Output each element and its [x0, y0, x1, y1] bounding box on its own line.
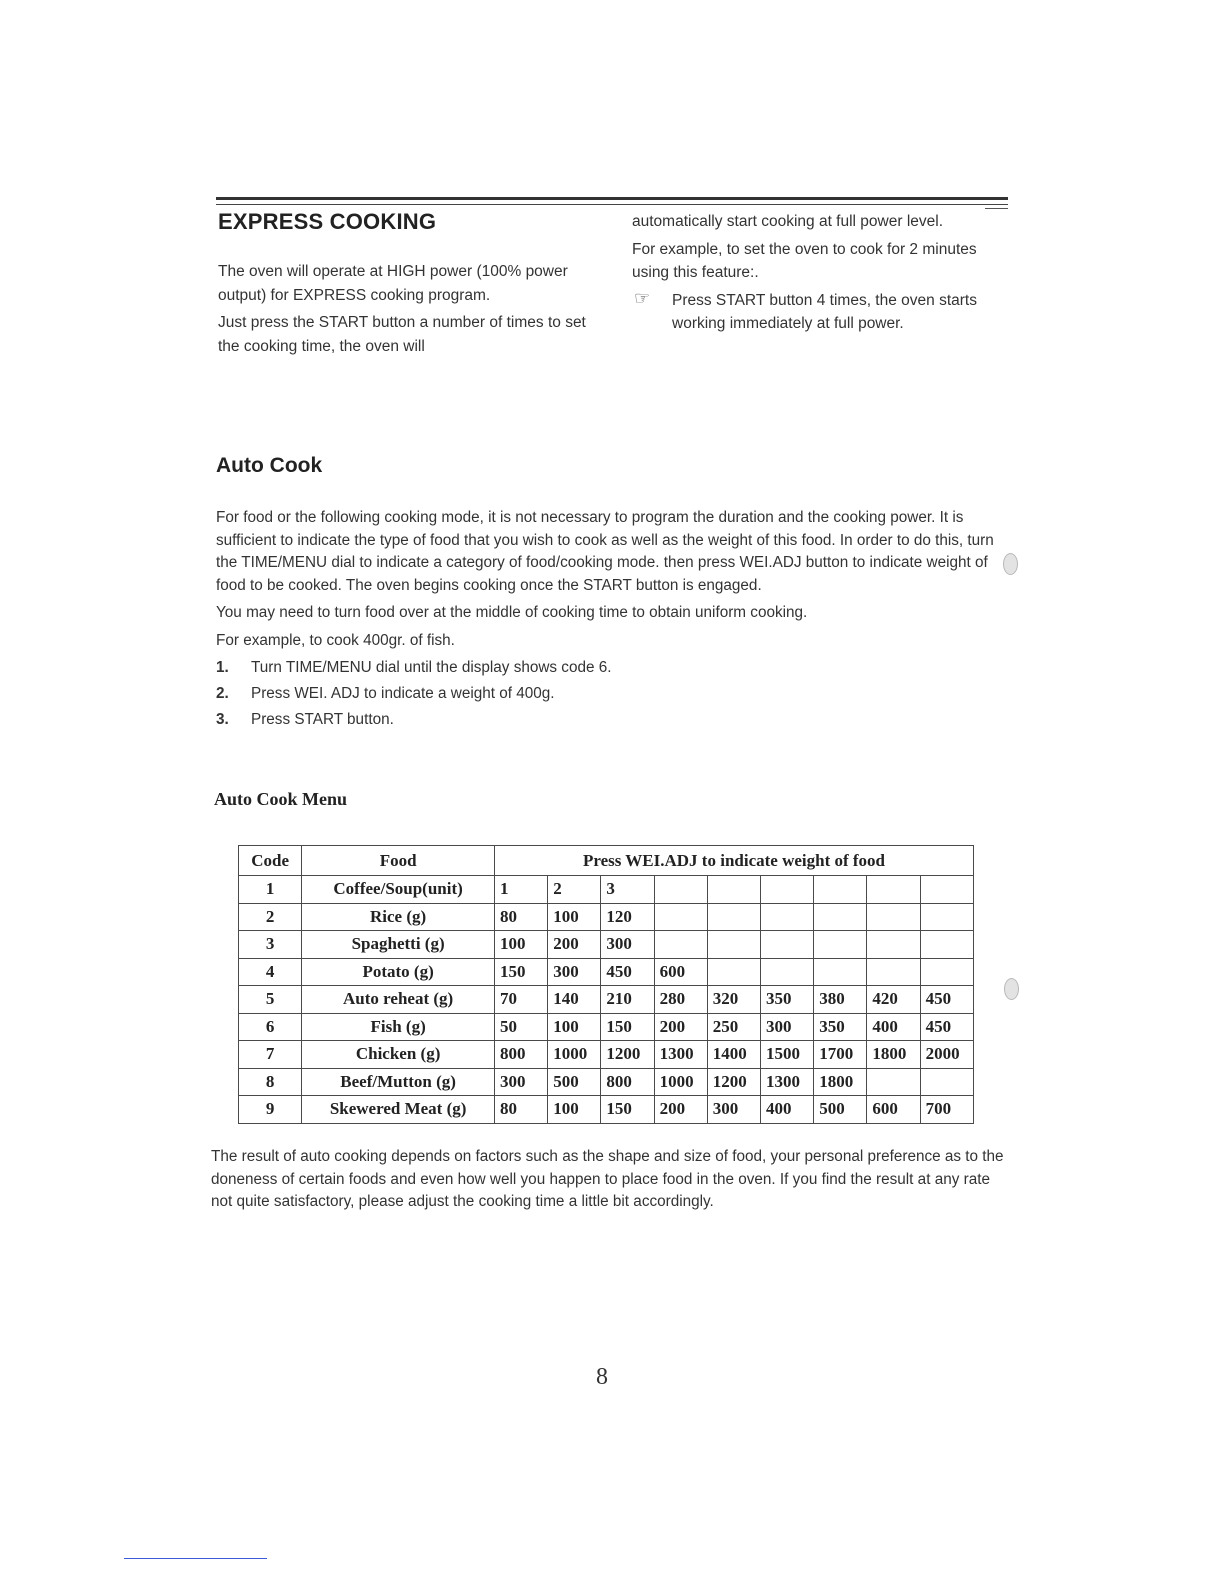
express-cooking-heading: EXPRESS COOKING: [218, 209, 437, 234]
code-cell: 2: [239, 903, 302, 931]
weight-cell: 200: [548, 931, 601, 959]
weight-cell: 400: [761, 1096, 814, 1124]
weight-cell: 450: [920, 986, 973, 1014]
weight-cell: 70: [494, 986, 547, 1014]
weight-cell: 350: [814, 1013, 867, 1041]
weight-cell: [654, 876, 707, 904]
weight-cell: 400: [867, 1013, 920, 1041]
weight-cell: 3: [601, 876, 654, 904]
table-header-row: [239, 846, 974, 876]
weight-cell: 280: [654, 986, 707, 1014]
weight-cell: [920, 931, 973, 959]
weight-cell: [920, 876, 973, 904]
weight-cell: [920, 1068, 973, 1096]
express-intro-paragraph: The oven will operate at HIGH power (100% power output) for EXPRESS cooking program.: [218, 263, 568, 304]
weight-cell: [867, 1068, 920, 1096]
weight-cell: [814, 931, 867, 959]
weight-cell: 300: [494, 1068, 547, 1096]
table-row: [239, 1013, 974, 1041]
express-example-paragraph: For example, to set the oven to cook for 2 minutes using this feature:.: [632, 240, 977, 281]
weight-cell: 350: [761, 986, 814, 1014]
auto-cook-menu-table: [238, 845, 974, 1124]
weight-cell: 120: [601, 903, 654, 931]
weight-cell: [761, 876, 814, 904]
food-cell: Rice (g): [302, 903, 495, 931]
weight-cell: 200: [654, 1096, 707, 1124]
step-text: Press START button.: [251, 711, 394, 728]
weight-cell: 1300: [761, 1068, 814, 1096]
food-cell: Skewered Meat (g): [302, 1096, 495, 1124]
table-row: [239, 931, 974, 959]
table-row: [239, 1041, 974, 1069]
weight-cell: [761, 903, 814, 931]
page-number: 8: [596, 1364, 608, 1390]
weight-cell: [867, 931, 920, 959]
weight-cell: 1200: [601, 1041, 654, 1069]
auto-cook-menu-title: Auto Cook Menu: [214, 789, 348, 809]
auto-cook-heading: Auto Cook: [216, 454, 323, 477]
weight-cell: 800: [494, 1041, 547, 1069]
weight-cell: [814, 958, 867, 986]
weight-cell: [761, 958, 814, 986]
weight-cell: 1000: [548, 1041, 601, 1069]
top-rule-thin: [216, 204, 1008, 205]
weight-cell: 50: [494, 1013, 547, 1041]
express-right-column: [632, 210, 1007, 336]
weight-cell: 600: [654, 958, 707, 986]
express-start-paragraph: Just press the START button a number of times to set the cooking time, the oven will: [218, 314, 586, 355]
weight-cell: 380: [814, 986, 867, 1014]
auto-cook-steps: [216, 657, 1006, 732]
weight-cell: 1800: [814, 1068, 867, 1096]
weight-cell: [920, 958, 973, 986]
weight-cell: 80: [494, 903, 547, 931]
code-cell: 7: [239, 1041, 302, 1069]
express-note-text: Press START button 4 times, the oven starts working immediately at full power.: [672, 291, 977, 332]
weight-cell: 1000: [654, 1068, 707, 1096]
food-cell: Auto reheat (g): [302, 986, 495, 1014]
step-item: [216, 709, 1006, 732]
weight-cell: 600: [867, 1096, 920, 1124]
weight-cell: 1: [494, 876, 547, 904]
code-cell: 1: [239, 876, 302, 904]
table-row: [239, 903, 974, 931]
weight-cell: 800: [601, 1068, 654, 1096]
weight-cell: [707, 903, 760, 931]
step-text: Press WEI. ADJ to indicate a weight of 400g.: [251, 685, 555, 702]
top-rule-tail: [985, 208, 1008, 209]
food-cell: Spaghetti (g): [302, 931, 495, 959]
step-number: 1.: [216, 659, 229, 676]
weight-cell: 1300: [654, 1041, 707, 1069]
weight-cell: [814, 903, 867, 931]
weight-cell: 250: [707, 1013, 760, 1041]
table-row: [239, 1096, 974, 1124]
weight-cell: 1500: [761, 1041, 814, 1069]
weight-cell: 300: [548, 958, 601, 986]
weight-cell: 200: [654, 1013, 707, 1041]
weight-cell: 100: [494, 931, 547, 959]
express-left-column: [218, 260, 593, 362]
top-rule-thick: [216, 197, 1008, 200]
food-cell: Fish (g): [302, 1013, 495, 1041]
weight-cell: 140: [548, 986, 601, 1014]
weight-cell: [707, 876, 760, 904]
punch-hole-mark: [1004, 978, 1019, 1000]
step-number: 2.: [216, 685, 229, 702]
weight-cell: 1800: [867, 1041, 920, 1069]
weight-cell: 2: [548, 876, 601, 904]
pointing-hand-icon: ☞: [634, 287, 651, 308]
weight-cell: 1700: [814, 1041, 867, 1069]
weight-cell: 150: [494, 958, 547, 986]
food-cell: Chicken (g): [302, 1041, 495, 1069]
weight-cell: 300: [707, 1096, 760, 1124]
weight-cell: [654, 931, 707, 959]
code-column-header: Code: [239, 846, 302, 876]
weight-cell: 150: [601, 1013, 654, 1041]
weight-cell: 300: [761, 1013, 814, 1041]
step-text: Turn TIME/MENU dial until the display shows code 6.: [251, 659, 612, 676]
weight-cell: 420: [867, 986, 920, 1014]
weight-cell: [761, 931, 814, 959]
weight-cell: 210: [601, 986, 654, 1014]
code-cell: 9: [239, 1096, 302, 1124]
footnote-separator: [124, 1558, 267, 1559]
weight-cell: [707, 958, 760, 986]
closing-paragraph: The result of auto cooking depends on factors such as the shape and size of food, your personal preference as to the doneness of certain foods and even how well you happen to place food in the oven. If you find the result at any rate not quite satisfactory, please adjust the cooking time a little bit accordingly.: [211, 1148, 1004, 1210]
weight-cell: 320: [707, 986, 760, 1014]
weight-cell: 500: [548, 1068, 601, 1096]
weight-cell: [814, 876, 867, 904]
step-item: [216, 657, 1006, 680]
weight-cell: 450: [601, 958, 654, 986]
code-cell: 3: [239, 931, 302, 959]
weight-cell: 500: [814, 1096, 867, 1124]
code-cell: 6: [239, 1013, 302, 1041]
weight-cell: [707, 931, 760, 959]
weight-cell: 450: [920, 1013, 973, 1041]
weight-cell: [867, 903, 920, 931]
express-continued-paragraph: automatically start cooking at full power level.: [632, 213, 944, 230]
table-row: [239, 1068, 974, 1096]
weight-cell: 1400: [707, 1041, 760, 1069]
food-cell: Beef/Mutton (g): [302, 1068, 495, 1096]
weight-cell: 700: [920, 1096, 973, 1124]
weight-cell: 1200: [707, 1068, 760, 1096]
food-column-header: Food: [302, 846, 495, 876]
food-cell: Coffee/Soup(unit): [302, 876, 495, 904]
step-item: [216, 683, 1006, 706]
auto-cook-turn-paragraph: You may need to turn food over at the middle of cooking time to obtain uniform cooking.: [216, 604, 808, 621]
code-cell: 8: [239, 1068, 302, 1096]
food-cell: Potato (g): [302, 958, 495, 986]
weight-cell: 100: [548, 1096, 601, 1124]
weight-cell: 150: [601, 1096, 654, 1124]
weights-column-header: Press WEI.ADJ to indicate weight of food: [494, 846, 973, 876]
weight-cell: 100: [548, 903, 601, 931]
weight-cell: [654, 903, 707, 931]
weight-cell: 300: [601, 931, 654, 959]
weight-cell: 2000: [920, 1041, 973, 1069]
auto-cook-body: [216, 507, 1006, 735]
weight-cell: 100: [548, 1013, 601, 1041]
auto-cook-example-paragraph: For example, to cook 400gr. of fish.: [216, 631, 455, 649]
table-row: [239, 958, 974, 986]
weight-cell: [867, 958, 920, 986]
table-row: [239, 876, 974, 904]
punch-hole-mark: [1003, 553, 1018, 575]
step-number: 3.: [216, 711, 229, 728]
express-note: [632, 289, 1007, 336]
weight-cell: [920, 903, 973, 931]
code-cell: 5: [239, 986, 302, 1014]
code-cell: 4: [239, 958, 302, 986]
auto-cook-intro-paragraph: For food or the following cooking mode, it is not necessary to program the duration and the cooking power. It is sufficient to indicate the type of food that you wish to cook as well as the weight of this food. In order to do this, turn the TIME/MENU dial to indicate a category of food/cooking mode. then press WEI.ADJ button to indicate weight of food to be cooked. The oven begins cooking once the START button is engaged.: [216, 509, 994, 594]
weight-cell: [867, 876, 920, 904]
weight-cell: 80: [494, 1096, 547, 1124]
table-row: [239, 986, 974, 1014]
